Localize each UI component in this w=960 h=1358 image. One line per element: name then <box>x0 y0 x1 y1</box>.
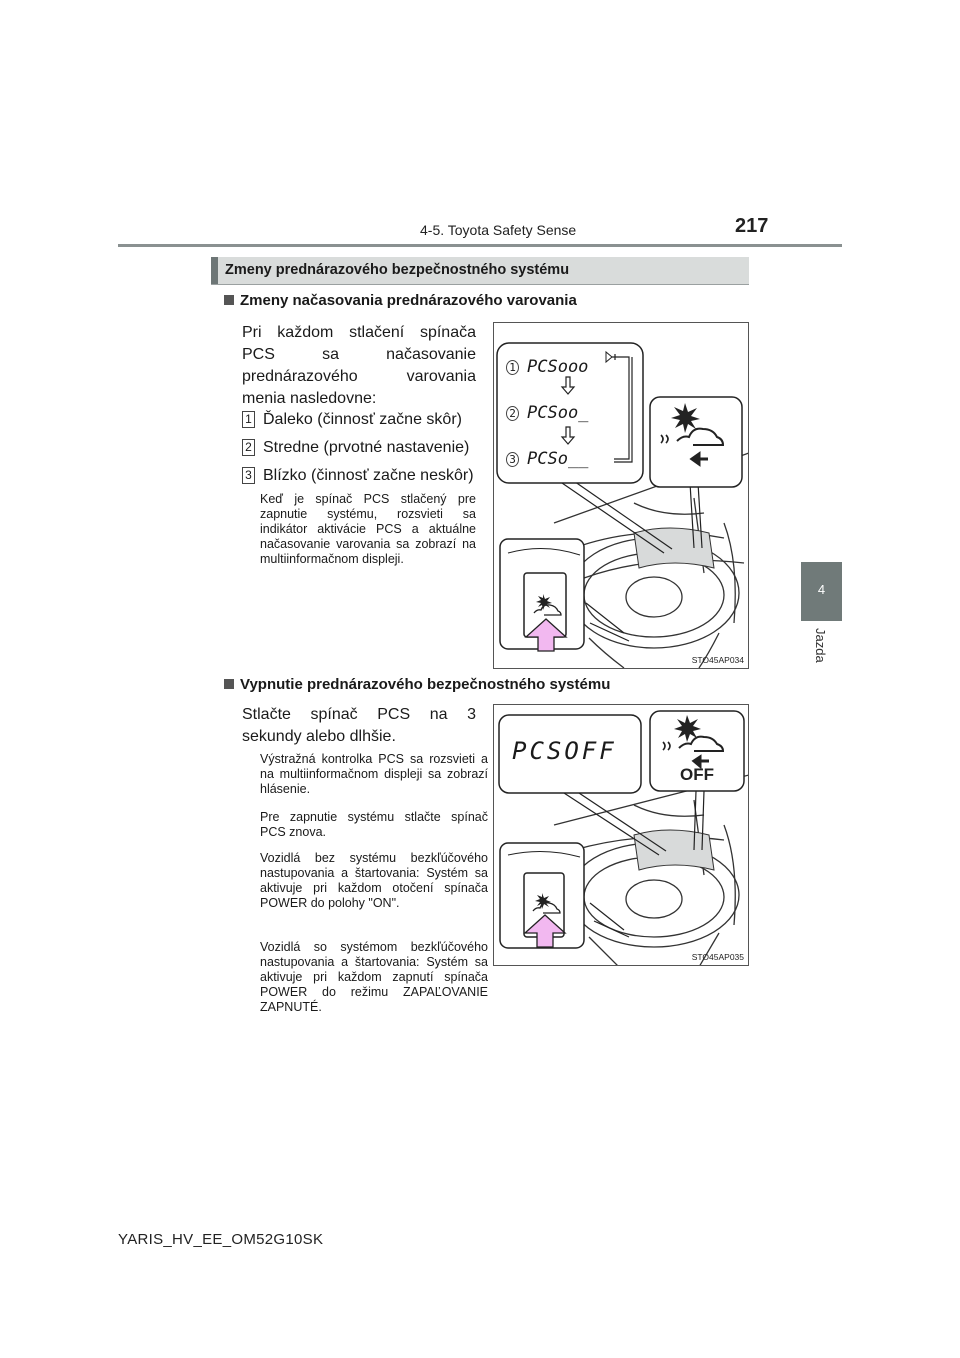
off-note: Vozidlá so systémom bezkľúčového nastupovania a štartovania: Systém sa aktivuje pri každom zapnutí spínača POWER do režimu ZAPAĽOVANIE ZAPNUTÉ. <box>260 940 488 1014</box>
section-title: Zmeny prednárazového bezpečnostného systému <box>225 262 570 278</box>
off-label: OFF <box>680 765 714 784</box>
item-text: Ďaleko (činnosť začne skôr) <box>263 411 462 428</box>
display-line <box>506 449 588 469</box>
chapter-label <box>814 628 830 688</box>
figure-off <box>493 704 749 966</box>
subheading-timing <box>224 292 577 309</box>
off-note: Pre zapnutie systému stlačte spínač PCS znova. <box>260 810 488 839</box>
off-note: Výstražná kontrolka PCS sa rozsvieti a na multiinformačnom displeji sa zobrazí hlásenie. <box>260 752 488 796</box>
display-line <box>506 403 588 423</box>
item-number: 1 <box>242 411 255 428</box>
document-code: YARIS_HV_EE_OM52G10SK <box>118 1231 324 1248</box>
list-item <box>242 466 474 486</box>
square-bullet-icon <box>224 295 234 305</box>
page-number: 217 <box>735 215 769 237</box>
display-line-text: PCSoo_ <box>527 403 589 423</box>
display-line <box>506 357 588 377</box>
figure-timing <box>493 322 749 669</box>
display-line-number: 1 <box>506 360 519 375</box>
off-note: Vozidlá bez systému bezkľúčového nastupovania a štartovania: Systém sa aktivuje pri každom otočení spínača POWER do polohy "ON". <box>260 851 488 910</box>
display-pcs-off: PCSOFF <box>512 737 617 765</box>
display-line-text: PCSo__ <box>527 449 589 469</box>
display-line-number: 2 <box>506 406 519 421</box>
subheading-off <box>224 676 610 693</box>
display-line-number: 3 <box>506 452 519 467</box>
subheading-off-text: Vypnutie prednárazového bezpečnostného systému <box>240 676 611 693</box>
chapter-tab[interactable] <box>801 562 842 621</box>
item-text: Blízko (činnosť začne neskôr) <box>263 467 474 484</box>
list-item <box>242 410 462 430</box>
figure-code: STO45AP034 <box>691 655 744 665</box>
header-section-title: 4-5. Toyota Safety Sense <box>420 222 577 238</box>
header-divider <box>118 244 842 247</box>
section-accent <box>211 257 218 284</box>
subheading-timing-text: Zmeny načasovania prednárazového varovania <box>240 292 577 309</box>
item-number: 3 <box>242 467 255 484</box>
section-header <box>211 257 749 284</box>
off-paragraph: Stlačte spínač PCS na 3 sekundy alebo dlhšie. <box>242 706 476 745</box>
list-item <box>242 438 469 458</box>
item-number: 2 <box>242 439 255 456</box>
display-line-text: PCSooo <box>527 357 589 377</box>
timing-paragraph: Pri každom stlačení spínača PCS sa načasovanie prednárazového varovania menia nasledovne: <box>242 324 476 407</box>
item-text: Stredne (prvotné nastavenie) <box>263 439 470 456</box>
chapter-number: 4 <box>817 582 826 597</box>
chapter-label-text: Jazda <box>813 628 828 663</box>
section-divider <box>211 284 749 285</box>
figure-code: STO45AP035 <box>691 952 744 962</box>
square-bullet-icon <box>224 679 234 689</box>
timing-note: Keď je spínač PCS stlačený pre zapnutie systému, rozsvieti sa indikátor aktivácie PCS a aktuálne načasovanie varovania sa zobrazí na multiinformačnom displeji. <box>260 492 476 566</box>
